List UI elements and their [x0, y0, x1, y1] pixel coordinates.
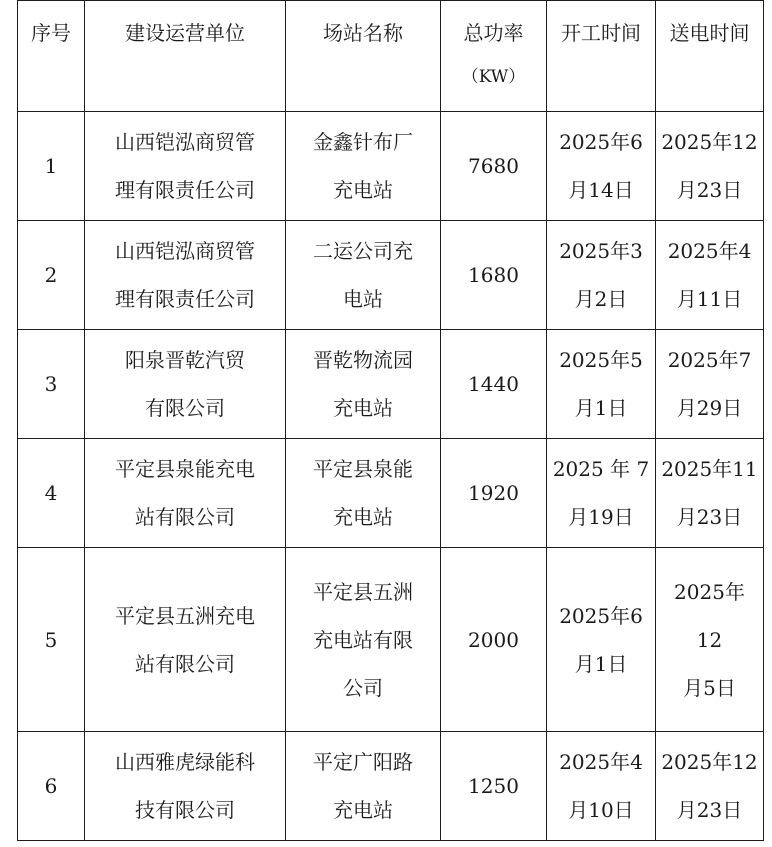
station-line: 平定广阳路: [313, 750, 413, 774]
row-start-date: [547, 221, 656, 330]
station-line: 金鑫针布厂: [313, 130, 413, 154]
row-power: 1250: [441, 732, 547, 841]
operator-line: 平定县五洲充电: [115, 603, 255, 628]
date-line: 月10日: [568, 798, 634, 822]
date-line: 月23日: [676, 178, 743, 202]
date-line: 2025年4: [559, 750, 643, 774]
date-line: 2025年5: [559, 348, 643, 372]
row-index: 2: [18, 221, 85, 330]
row-operator: [85, 548, 286, 732]
row-operator: [85, 330, 286, 439]
row-powered-date: [656, 330, 764, 439]
date-line: 2025年7: [667, 348, 752, 372]
header-index: 序号: [18, 1, 85, 112]
row-power: 1920: [441, 439, 547, 548]
station-line: 充电站: [333, 178, 393, 202]
date-line: 月19日: [568, 505, 634, 529]
row-power: 1440: [441, 330, 547, 439]
header-row: [18, 1, 764, 112]
station-line: 平定县泉能: [313, 457, 413, 481]
station-line: 充电站: [333, 396, 393, 420]
date-line: 2025年4: [667, 239, 752, 263]
row-index: 6: [18, 732, 85, 841]
station-line: 二运公司充: [313, 239, 413, 263]
date-line: 月11日: [676, 287, 743, 311]
row-index: 1: [18, 112, 85, 221]
row-powered-date: [656, 439, 764, 548]
row-index: 4: [18, 439, 85, 548]
header-station: 场站名称: [286, 1, 441, 112]
table-row: [18, 439, 764, 548]
operator-line: 站有限公司: [135, 651, 235, 676]
row-operator: [85, 112, 286, 221]
charging-station-table: [17, 0, 764, 841]
station-line: 充电站有限: [313, 627, 413, 652]
row-power: 1680: [441, 221, 547, 330]
date-line: 2025年12: [661, 750, 758, 774]
row-index: 3: [18, 330, 85, 439]
operator-line: 山西铠泓商贸管: [115, 130, 255, 154]
row-station: [286, 439, 441, 548]
date-line: 月5日: [683, 675, 736, 700]
operator-line: 山西铠泓商贸管: [115, 239, 255, 263]
table-row: [18, 112, 764, 221]
header-operator: 建设运营单位: [85, 1, 286, 112]
row-operator: [85, 732, 286, 841]
operator-line: 技有限公司: [135, 798, 235, 822]
date-line: 月1日: [574, 396, 628, 420]
header-start-date: 开工时间: [547, 1, 656, 112]
row-station: [286, 221, 441, 330]
row-power: 2000: [441, 548, 547, 732]
row-powered-date: [656, 548, 764, 732]
operator-line: 理有限责任公司: [115, 287, 255, 311]
date-line: 月23日: [676, 505, 743, 529]
table-row: [18, 732, 764, 841]
row-station: [286, 732, 441, 841]
operator-line: 站有限公司: [135, 505, 235, 529]
operator-line: 理有限责任公司: [115, 178, 255, 202]
date-line: 2025 年 7: [552, 457, 650, 481]
row-powered-date: [656, 732, 764, 841]
station-line: 晋乾物流园: [313, 348, 413, 372]
row-station: [286, 330, 441, 439]
date-line: 月2日: [574, 287, 628, 311]
row-powered-date: [656, 112, 764, 221]
date-line: 2025年12: [661, 130, 758, 154]
row-index: 5: [18, 548, 85, 732]
operator-line: 阳泉晋乾汽贸: [125, 348, 245, 372]
header-power-unit: （KW）: [461, 67, 526, 87]
operator-line: 山西雅虎绿能科: [115, 750, 255, 774]
table-row: [18, 330, 764, 439]
date-line: 月14日: [568, 178, 634, 202]
row-operator: [85, 439, 286, 548]
row-power: 7680: [441, 112, 547, 221]
station-line: 充电站: [333, 505, 393, 529]
date-line: 2025年 12: [674, 579, 745, 652]
header-powered-date: 送电时间: [656, 1, 764, 112]
station-line: 电站: [343, 287, 383, 311]
station-line: 充电站: [333, 798, 393, 822]
table-row: [18, 221, 764, 330]
row-start-date: [547, 439, 656, 548]
row-station: [286, 548, 441, 732]
row-start-date: [547, 112, 656, 221]
operator-line: 平定县泉能充电: [115, 457, 255, 481]
date-line: 2025年11: [661, 457, 758, 481]
date-line: 月1日: [574, 651, 628, 676]
date-line: 月29日: [676, 396, 743, 420]
header-power: [441, 1, 547, 112]
table-row: [18, 548, 764, 732]
row-station: [286, 112, 441, 221]
row-start-date: [547, 732, 656, 841]
date-line: 月23日: [676, 798, 743, 822]
date-line: 2025年6: [559, 130, 643, 154]
operator-line: 有限公司: [145, 396, 225, 420]
date-line: 2025年6: [559, 603, 643, 628]
row-start-date: [547, 330, 656, 439]
station-line: 公司: [343, 675, 383, 700]
date-line: 2025年3: [559, 239, 643, 263]
header-power-label: 总功率: [463, 21, 524, 45]
row-powered-date: [656, 221, 764, 330]
station-line: 平定县五洲: [313, 579, 413, 604]
row-operator: [85, 221, 286, 330]
row-start-date: [547, 548, 656, 732]
